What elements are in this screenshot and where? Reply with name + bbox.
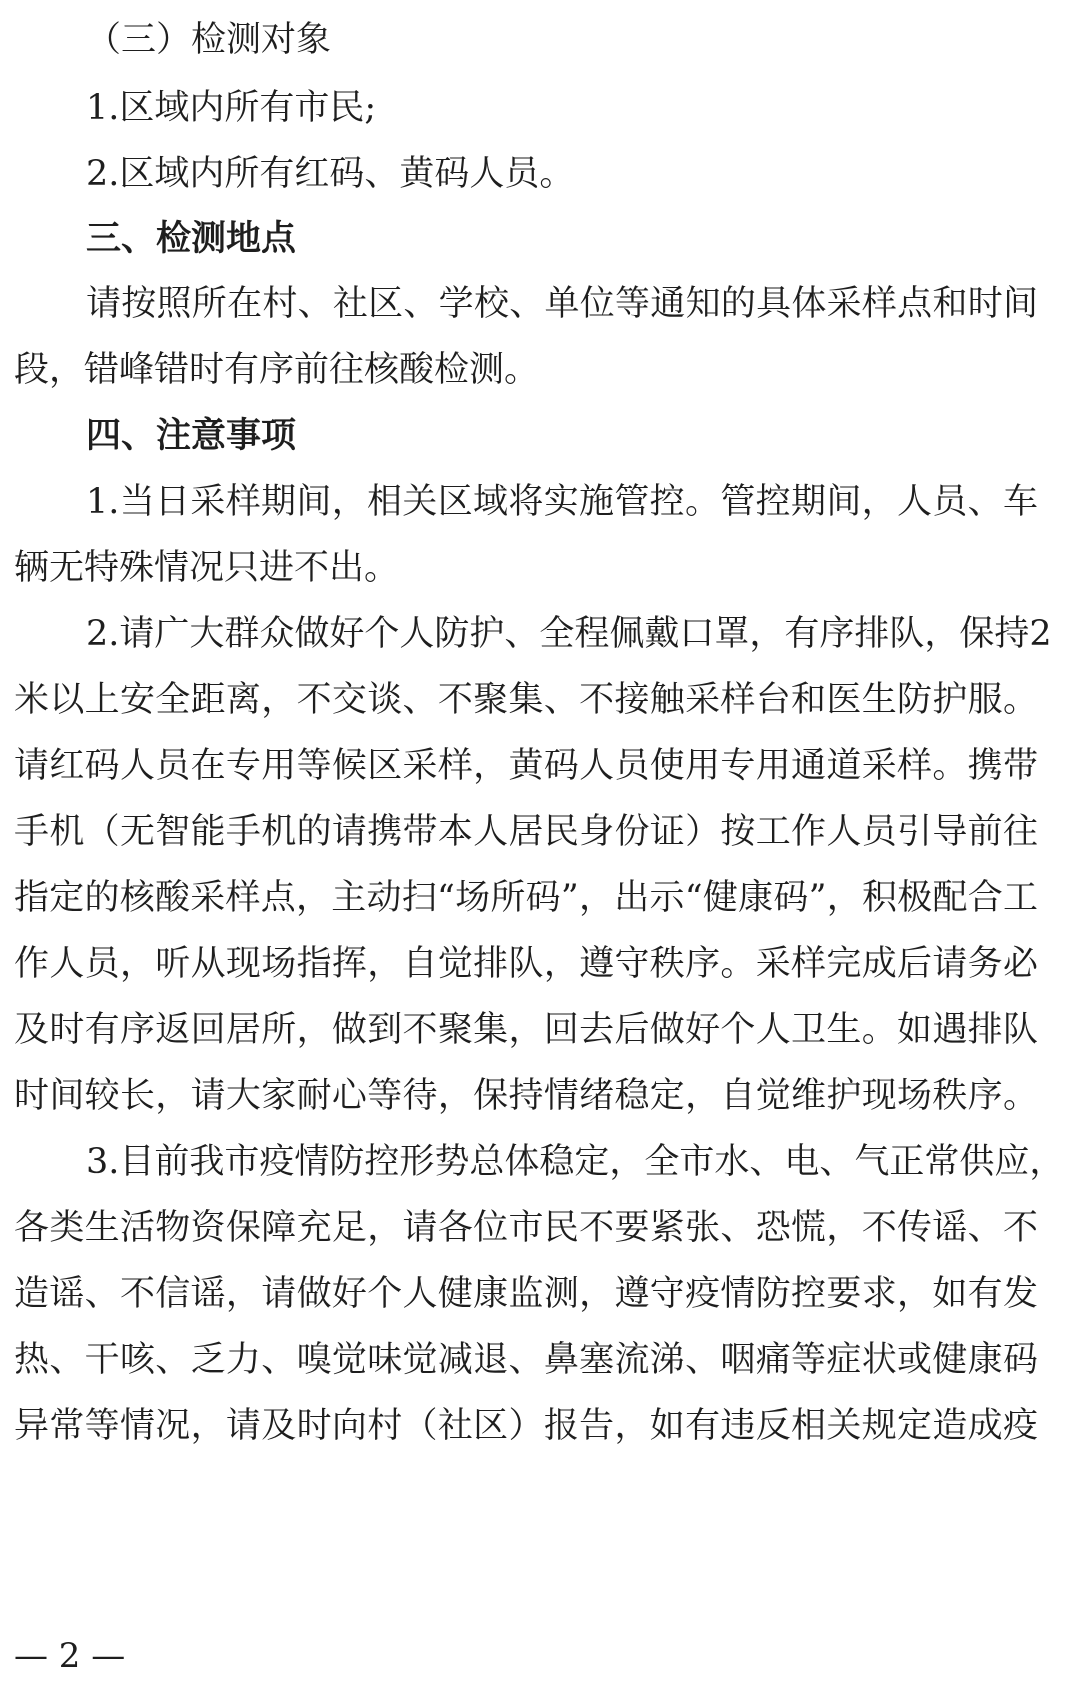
section-heading: 三、检测地点 [86,218,297,259]
page-number: — 2 — [14,1636,126,1676]
paragraph-line: 造谣、不信谣，请做好个人健康监测，遵守疫情防控要求，如有发 [14,1274,1038,1314]
paragraph-line: 各类生活物资保障充足，请各位市民不要紧张、恐慌，不传谣、不 [14,1208,1038,1248]
paragraph-line: 米以上安全距离，不交谈、不聚集、不接触采样台和医生防护服。 [14,680,1038,720]
paragraph-line: 作人员，听从现场指挥，自觉排队，遵守秩序。采样完成后请务必 [14,944,1038,984]
subsection-title: （三）检测对象 [86,20,332,60]
paragraph-line: 请红码人员在专用等候区采样，黄码人员使用专用通道采样。携带 [14,746,1038,786]
paragraph-line: 辆无特殊情况只进不出。 [14,548,400,588]
list-item: 2.区域内所有红码、黄码人员。 [86,154,575,194]
paragraph-line: 热、干咳、乏力、嗅觉味觉减退、鼻塞流涕、咽痛等症状或健康码 [14,1340,1038,1380]
paragraph-line: 时间较长，请大家耐心等待，保持情绪稳定，自觉维护现场秩序。 [14,1076,1038,1116]
paragraph-line: 异常等情况，请及时向村（社区）报告，如有违反相关规定造成疫 [14,1406,1038,1446]
paragraph-line: 3.目前我市疫情防控形势总体稳定，全市水、电、气正常供应， [86,1142,1065,1182]
section-heading: 四、注意事项 [86,415,297,456]
paragraph-line: 手机（无智能手机的请携带本人居民身份证）按工作人员引导前往 [14,812,1038,852]
paragraph-line: 指定的核酸采样点，主动扫“场所码”，出示“健康码”，积极配合工 [14,878,1038,918]
paragraph-line: 1.当日采样期间，相关区域将实施管控。管控期间，人员、车 [86,482,1038,522]
paragraph-line: 请按照所在村、社区、学校、单位等通知的具体采样点和时间 [86,284,1038,324]
paragraph-line: 2.请广大群众做好个人防护、全程佩戴口罩，有序排队，保持2 [86,614,1052,654]
paragraph-line: 及时有序返回居所，做到不聚集，回去后做好个人卫生。如遇排队 [14,1010,1038,1050]
list-item: 1.区域内所有市民; [86,88,377,128]
paragraph-line: 段，错峰错时有序前往核酸检测。 [14,350,540,390]
